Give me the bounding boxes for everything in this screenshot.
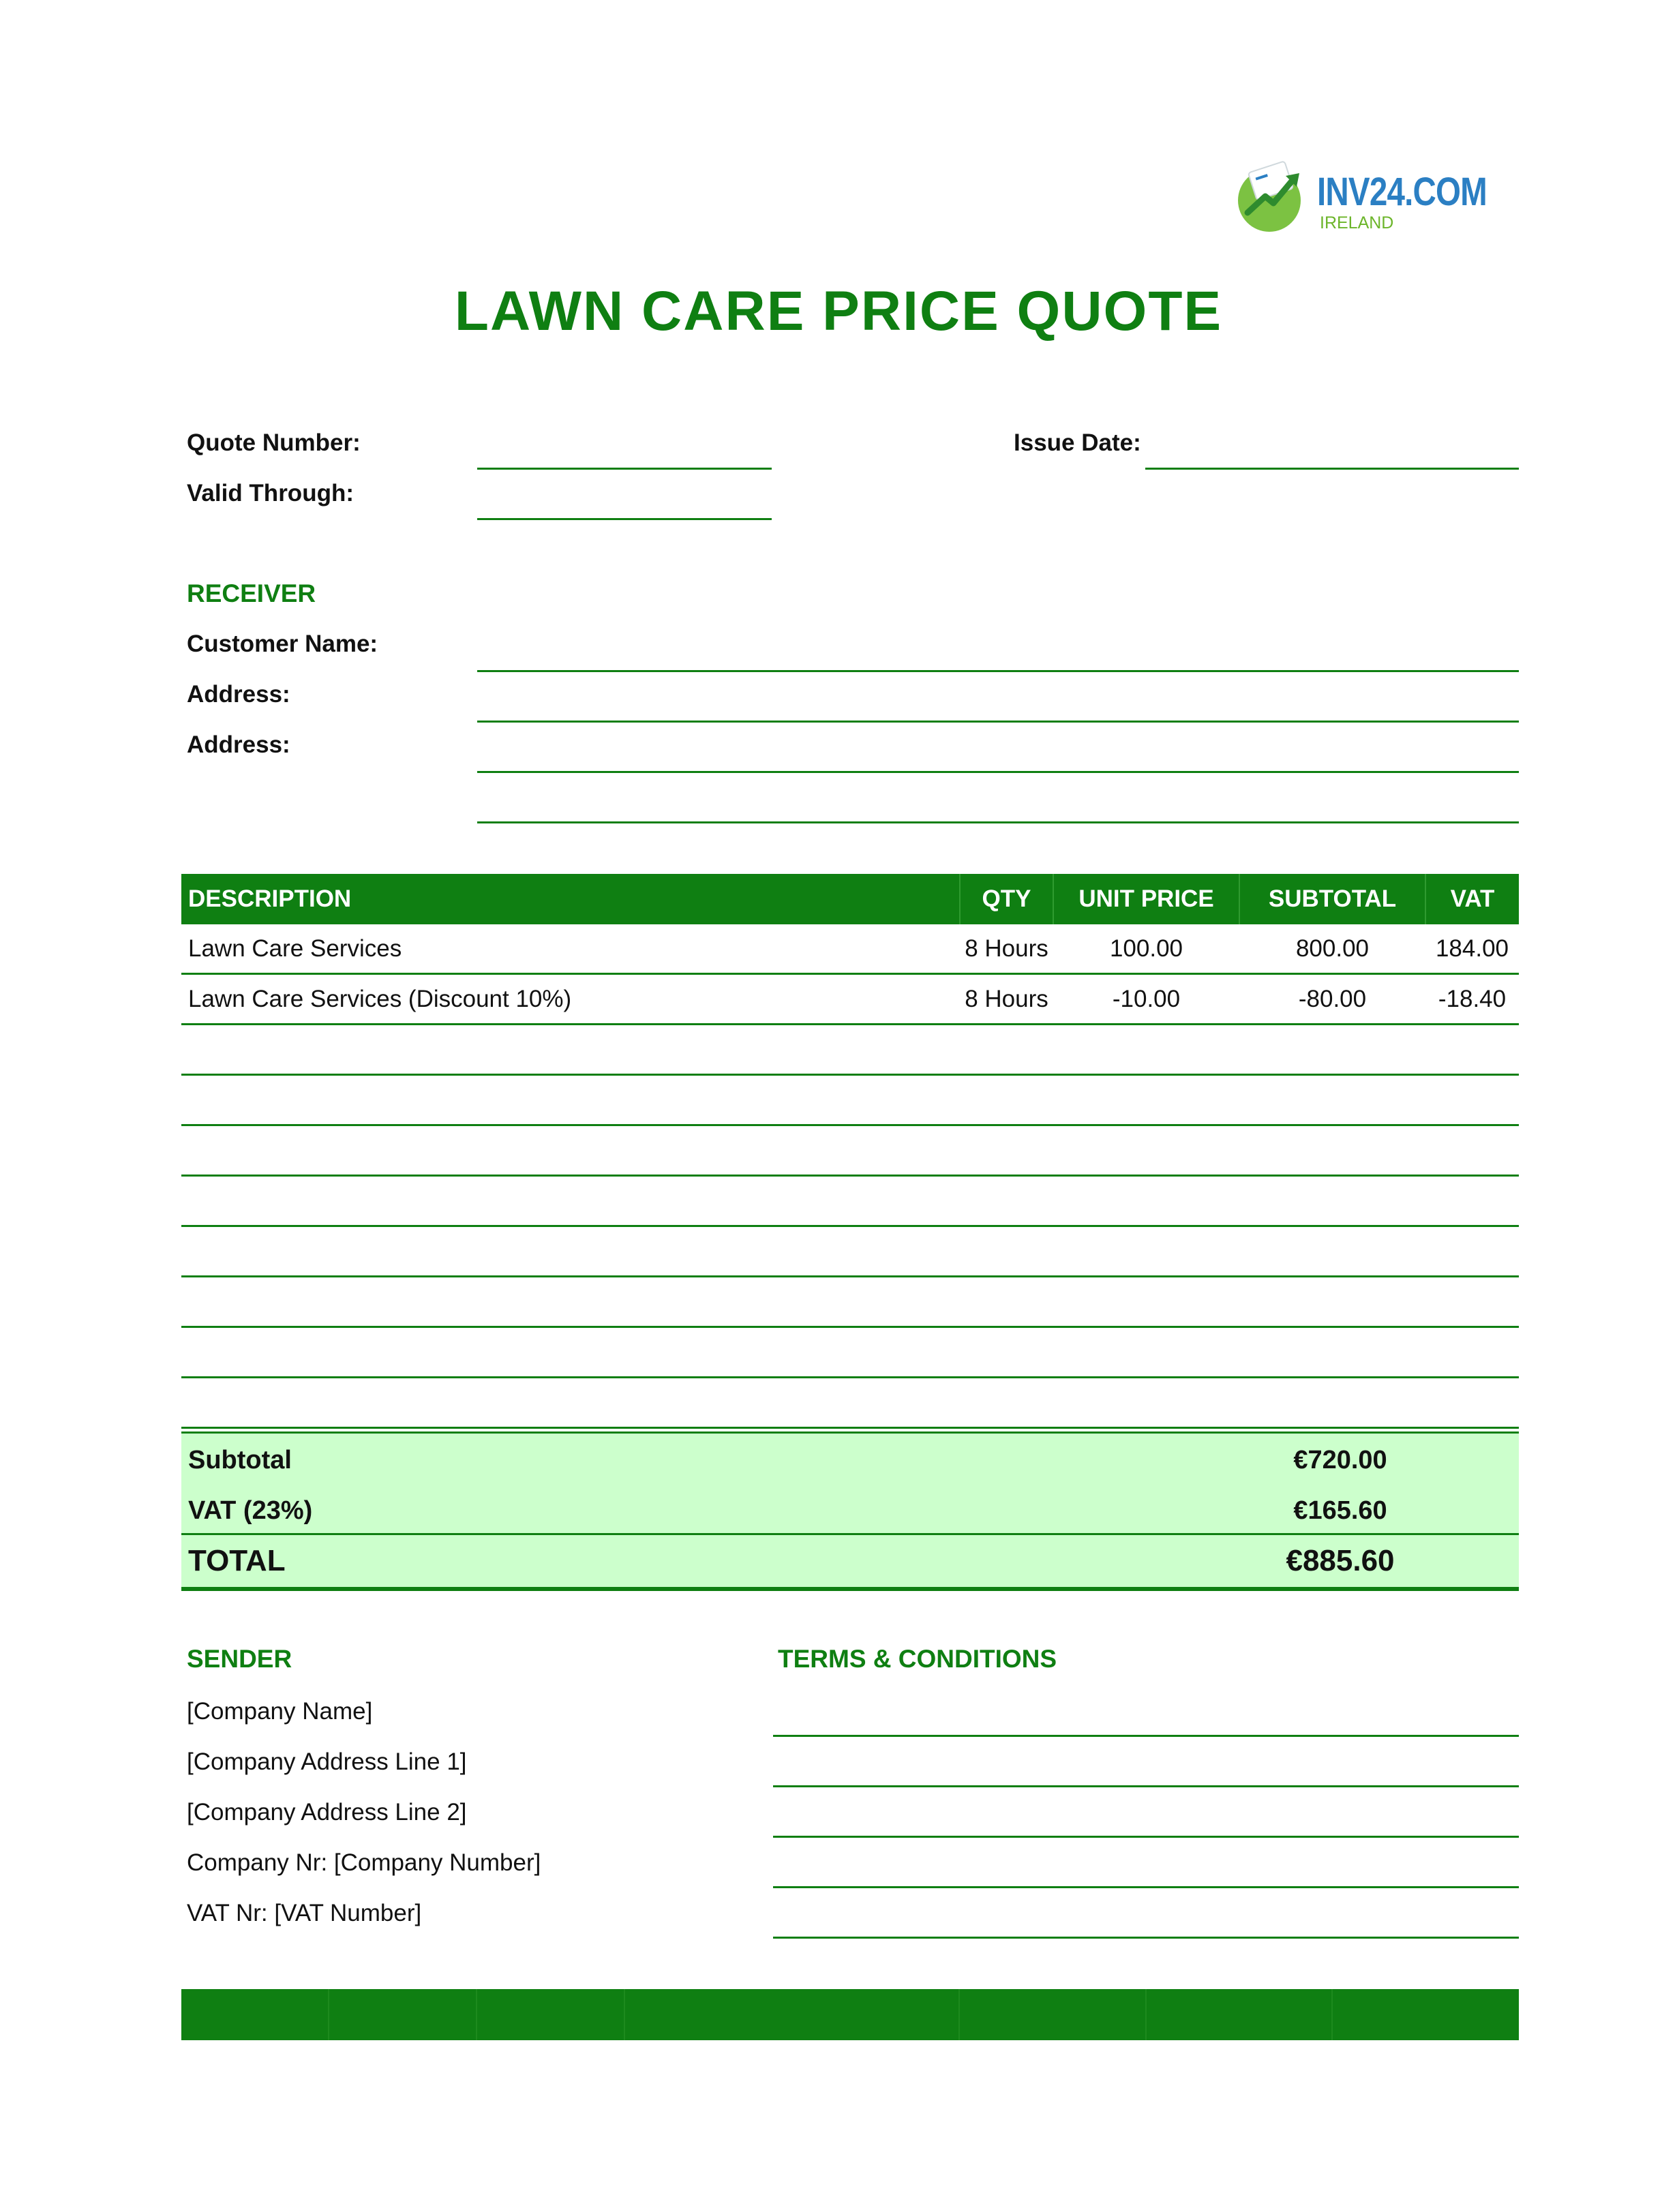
column-header-vat: VAT: [1425, 874, 1519, 924]
row-vat: 184.00: [1425, 924, 1519, 974]
sender-company-number: Company Nr: [Company Number]: [187, 1849, 541, 1876]
table-header-row: [181, 874, 1519, 924]
row-subtotal: 800.00: [1239, 924, 1425, 974]
row-description: Lawn Care Services: [181, 924, 960, 974]
logo-region-text: IRELAND: [1320, 213, 1394, 232]
terms-line[interactable]: [773, 1735, 1519, 1737]
empty-table-row[interactable]: [181, 1226, 1519, 1277]
empty-table-row[interactable]: [181, 1378, 1519, 1428]
sender-address-line-2: [Company Address Line 2]: [187, 1799, 467, 1825]
line-items-table: [181, 874, 1519, 1429]
terms-line[interactable]: [773, 1937, 1519, 1939]
totals-panel: [181, 1431, 1519, 1591]
valid-through-label: Valid Through:: [187, 480, 354, 506]
logo-brand-text: INV24.COM: [1317, 170, 1487, 214]
terms-line[interactable]: [773, 1886, 1519, 1888]
empty-table-row[interactable]: [181, 1075, 1519, 1125]
row-qty: 8 Hours: [960, 924, 1053, 974]
issue-date-underline: [1145, 468, 1519, 470]
total-value: €885.60: [1286, 1544, 1395, 1577]
address-field-3[interactable]: [477, 821, 1519, 823]
column-header-qty: QTY: [960, 874, 1053, 924]
sender-heading: SENDER: [187, 1645, 292, 1673]
row-unit-price: 100.00: [1053, 924, 1239, 974]
terms-heading: TERMS & CONDITIONS: [778, 1645, 1057, 1673]
terms-line[interactable]: [773, 1785, 1519, 1787]
column-header-unit-price: UNIT PRICE: [1053, 874, 1239, 924]
address-label-1: Address:: [187, 681, 290, 708]
total-label: TOTAL: [188, 1544, 286, 1577]
address-field-2[interactable]: [477, 771, 1519, 773]
footer-bar: [181, 1989, 1519, 2040]
customer-name-label: Customer Name:: [187, 631, 378, 657]
totals-divider: [181, 1533, 1519, 1535]
table-row[interactable]: [181, 974, 1519, 1025]
quote-number-underline: [477, 468, 772, 470]
row-description: Lawn Care Services (Discount 10%): [181, 974, 960, 1025]
valid-through-underline: [477, 518, 772, 520]
address-label-2: Address:: [187, 731, 290, 758]
customer-name-field[interactable]: [477, 670, 1519, 672]
row-vat: -18.40: [1425, 974, 1519, 1025]
terms-line[interactable]: [773, 1836, 1519, 1838]
row-unit-price: -10.00: [1053, 974, 1239, 1025]
column-header-description: DESCRIPTION: [181, 874, 960, 924]
empty-table-row[interactable]: [181, 1327, 1519, 1378]
empty-table-row[interactable]: [181, 1176, 1519, 1226]
sender-vat-number: VAT Nr: [VAT Number]: [187, 1900, 422, 1926]
subtotal-value: €720.00: [1293, 1446, 1387, 1474]
address-field-1[interactable]: [477, 721, 1519, 723]
table-row[interactable]: [181, 924, 1519, 974]
issue-date-label: Issue Date:: [1014, 429, 1141, 456]
row-subtotal: -80.00: [1239, 974, 1425, 1025]
subtotal-label: Subtotal: [188, 1446, 292, 1474]
column-header-subtotal: SUBTOTAL: [1239, 874, 1425, 924]
sender-company-name: [Company Name]: [187, 1698, 373, 1725]
row-qty: 8 Hours: [960, 974, 1053, 1025]
receiver-heading: RECEIVER: [187, 579, 316, 607]
vat-label: VAT (23%): [188, 1496, 313, 1525]
page-title: LAWN CARE PRICE QUOTE: [454, 280, 1223, 342]
quote-number-label: Quote Number:: [187, 429, 361, 456]
sender-address-line-1: [Company Address Line 1]: [187, 1748, 467, 1775]
invoice-arrow-logo-icon: [1234, 158, 1310, 234]
empty-table-row[interactable]: [181, 1025, 1519, 1075]
vat-value: €165.60: [1293, 1496, 1387, 1525]
empty-table-row[interactable]: [181, 1277, 1519, 1327]
empty-table-row[interactable]: [181, 1125, 1519, 1176]
